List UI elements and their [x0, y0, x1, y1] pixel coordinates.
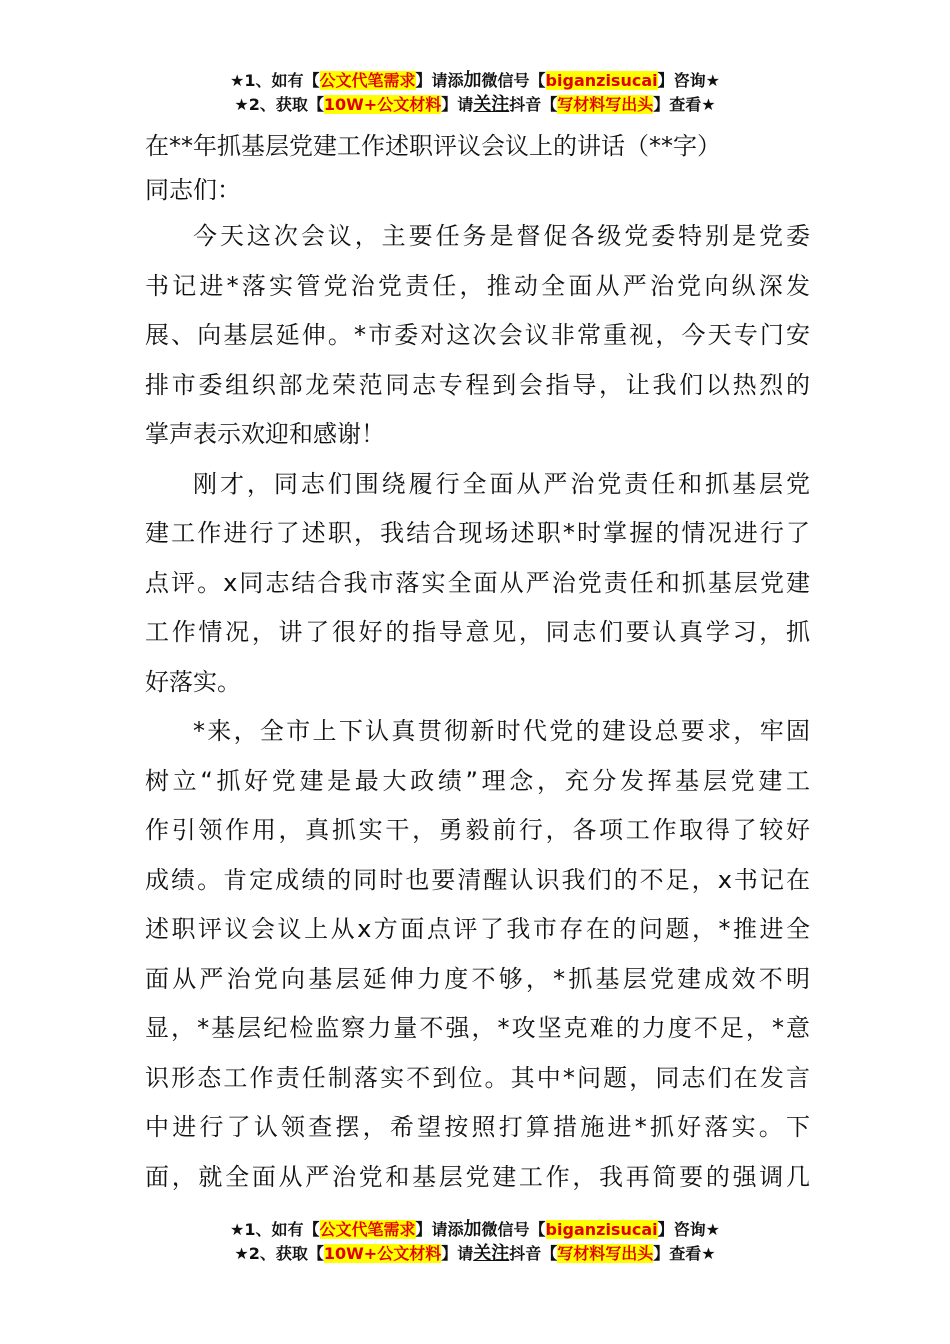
- promo-highlight: 10W+公文材料: [323, 95, 442, 114]
- promo-highlight: 公文代笔需求: [319, 71, 416, 90]
- promo-text: 】请添: [415, 71, 464, 90]
- text-line: 成绩。肯定成绩的同时也要清醒认识我们的不足，x书记在: [145, 865, 810, 894]
- text-line: 书记进*落实管党治党责任，推动全面从严治党向纵深发: [145, 271, 810, 300]
- promo-emphasis: 关注: [473, 1243, 510, 1264]
- text-line: 工作情况，讲了很好的指导意见，同志们要认真学习，抓: [145, 618, 810, 646]
- promo-douyin-id: 写材料写出头: [557, 95, 654, 114]
- promo-text: ★1、如有【: [230, 1220, 320, 1239]
- promo-text: 】咨询★: [657, 71, 720, 90]
- text-line: 今天这次会议，主要任务是督促各级党委特别是党委: [193, 222, 810, 250]
- text-line: 面，就全面从严治党和基层党建工作，我再简要的强调几: [145, 1162, 810, 1191]
- promo-line-1: [0, 69, 950, 93]
- text-line: 好落实。: [145, 667, 241, 696]
- promo-text: 抖音【: [509, 1244, 558, 1263]
- text-line: 树立“抓好党建是最大政绩”理念，充分发挥基层党建工: [145, 766, 810, 795]
- promo-emphasis: 加: [463, 70, 482, 91]
- text-line: 建工作进行了述职，我结合现场述职*时掌握的情况进行了: [145, 519, 810, 547]
- promo-highlight: 10W+公文材料: [323, 1244, 442, 1263]
- promo-line-1: [0, 1218, 950, 1242]
- promo-text: 】查看★: [653, 1244, 716, 1263]
- text-line: 中进行了认领查摆，希望按照打算措施进*抓好落实。下: [145, 1113, 810, 1141]
- promo-text: ★2、获取【: [234, 95, 324, 114]
- text-line: 刚才，同志们围绕履行全面从严治党责任和抓基层党: [193, 469, 810, 498]
- promo-text: 微信号【: [481, 71, 546, 90]
- promo-emphasis: 加: [463, 1219, 482, 1240]
- promo-text: 微信号【: [481, 1220, 546, 1239]
- promo-text: 】请: [441, 1244, 474, 1263]
- paragraph-3: [145, 707, 810, 1202]
- promo-line-2: [0, 93, 950, 117]
- promo-text: ★2、获取【: [234, 1244, 324, 1263]
- promo-line-2: [0, 1242, 950, 1266]
- document-body: [145, 124, 810, 1202]
- promo-wechat-id: biganzisucai: [545, 1220, 658, 1239]
- text-line: 作引领作用，真抓实干，勇毅前行，各项工作取得了较好: [145, 816, 810, 844]
- text-line: 展、向基层延伸。*市委对这次会议非常重视，今天专门安: [145, 321, 810, 349]
- promo-text: ★1、如有【: [230, 71, 320, 90]
- text-line: 识形态工作责任制落实不到位。其中*问题，同志们在发言: [145, 1063, 810, 1092]
- salutation: 同志们：: [145, 176, 241, 204]
- promo-text: 】查看★: [653, 95, 716, 114]
- text-line: 点评。x同志结合我市落实全面从严治党责任和抓基层党建: [145, 568, 810, 597]
- text-line: 面从严治党向基层延伸力度不够，*抓基层党建成效不明: [145, 964, 810, 993]
- promo-highlight: 公文代笔需求: [319, 1220, 416, 1239]
- text-line: 排市委组织部龙荣范同志专程到会指导，让我们以热烈的: [145, 370, 810, 399]
- document-title: 在**年抓基层党建工作述职评议会议上的讲话（**字）: [145, 132, 721, 160]
- promo-text: 】请添: [415, 1220, 464, 1239]
- promo-douyin-id: 写材料写出头: [557, 1244, 654, 1263]
- bottom-promo-banner: [0, 1218, 950, 1266]
- paragraph-1: [145, 212, 810, 460]
- promo-text: 抖音【: [509, 95, 558, 114]
- text-line: 述职评议会议上从x方面点评了我市存在的问题，*推进全: [145, 915, 810, 943]
- text-line: 掌声表示欢迎和感谢！: [145, 420, 385, 448]
- promo-text: 】咨询★: [657, 1220, 720, 1239]
- promo-text: 】请: [441, 95, 474, 114]
- top-promo-banner: [0, 69, 950, 117]
- text-line: *来，全市上下认真贯彻新时代党的建设总要求，牢固: [193, 717, 810, 745]
- promo-wechat-id: biganzisucai: [545, 71, 658, 90]
- text-line: 显，*基层纪检监察力量不强，*攻坚克难的力度不足，*意: [145, 1014, 810, 1042]
- promo-emphasis: 关注: [473, 94, 510, 115]
- paragraph-2: [145, 460, 810, 708]
